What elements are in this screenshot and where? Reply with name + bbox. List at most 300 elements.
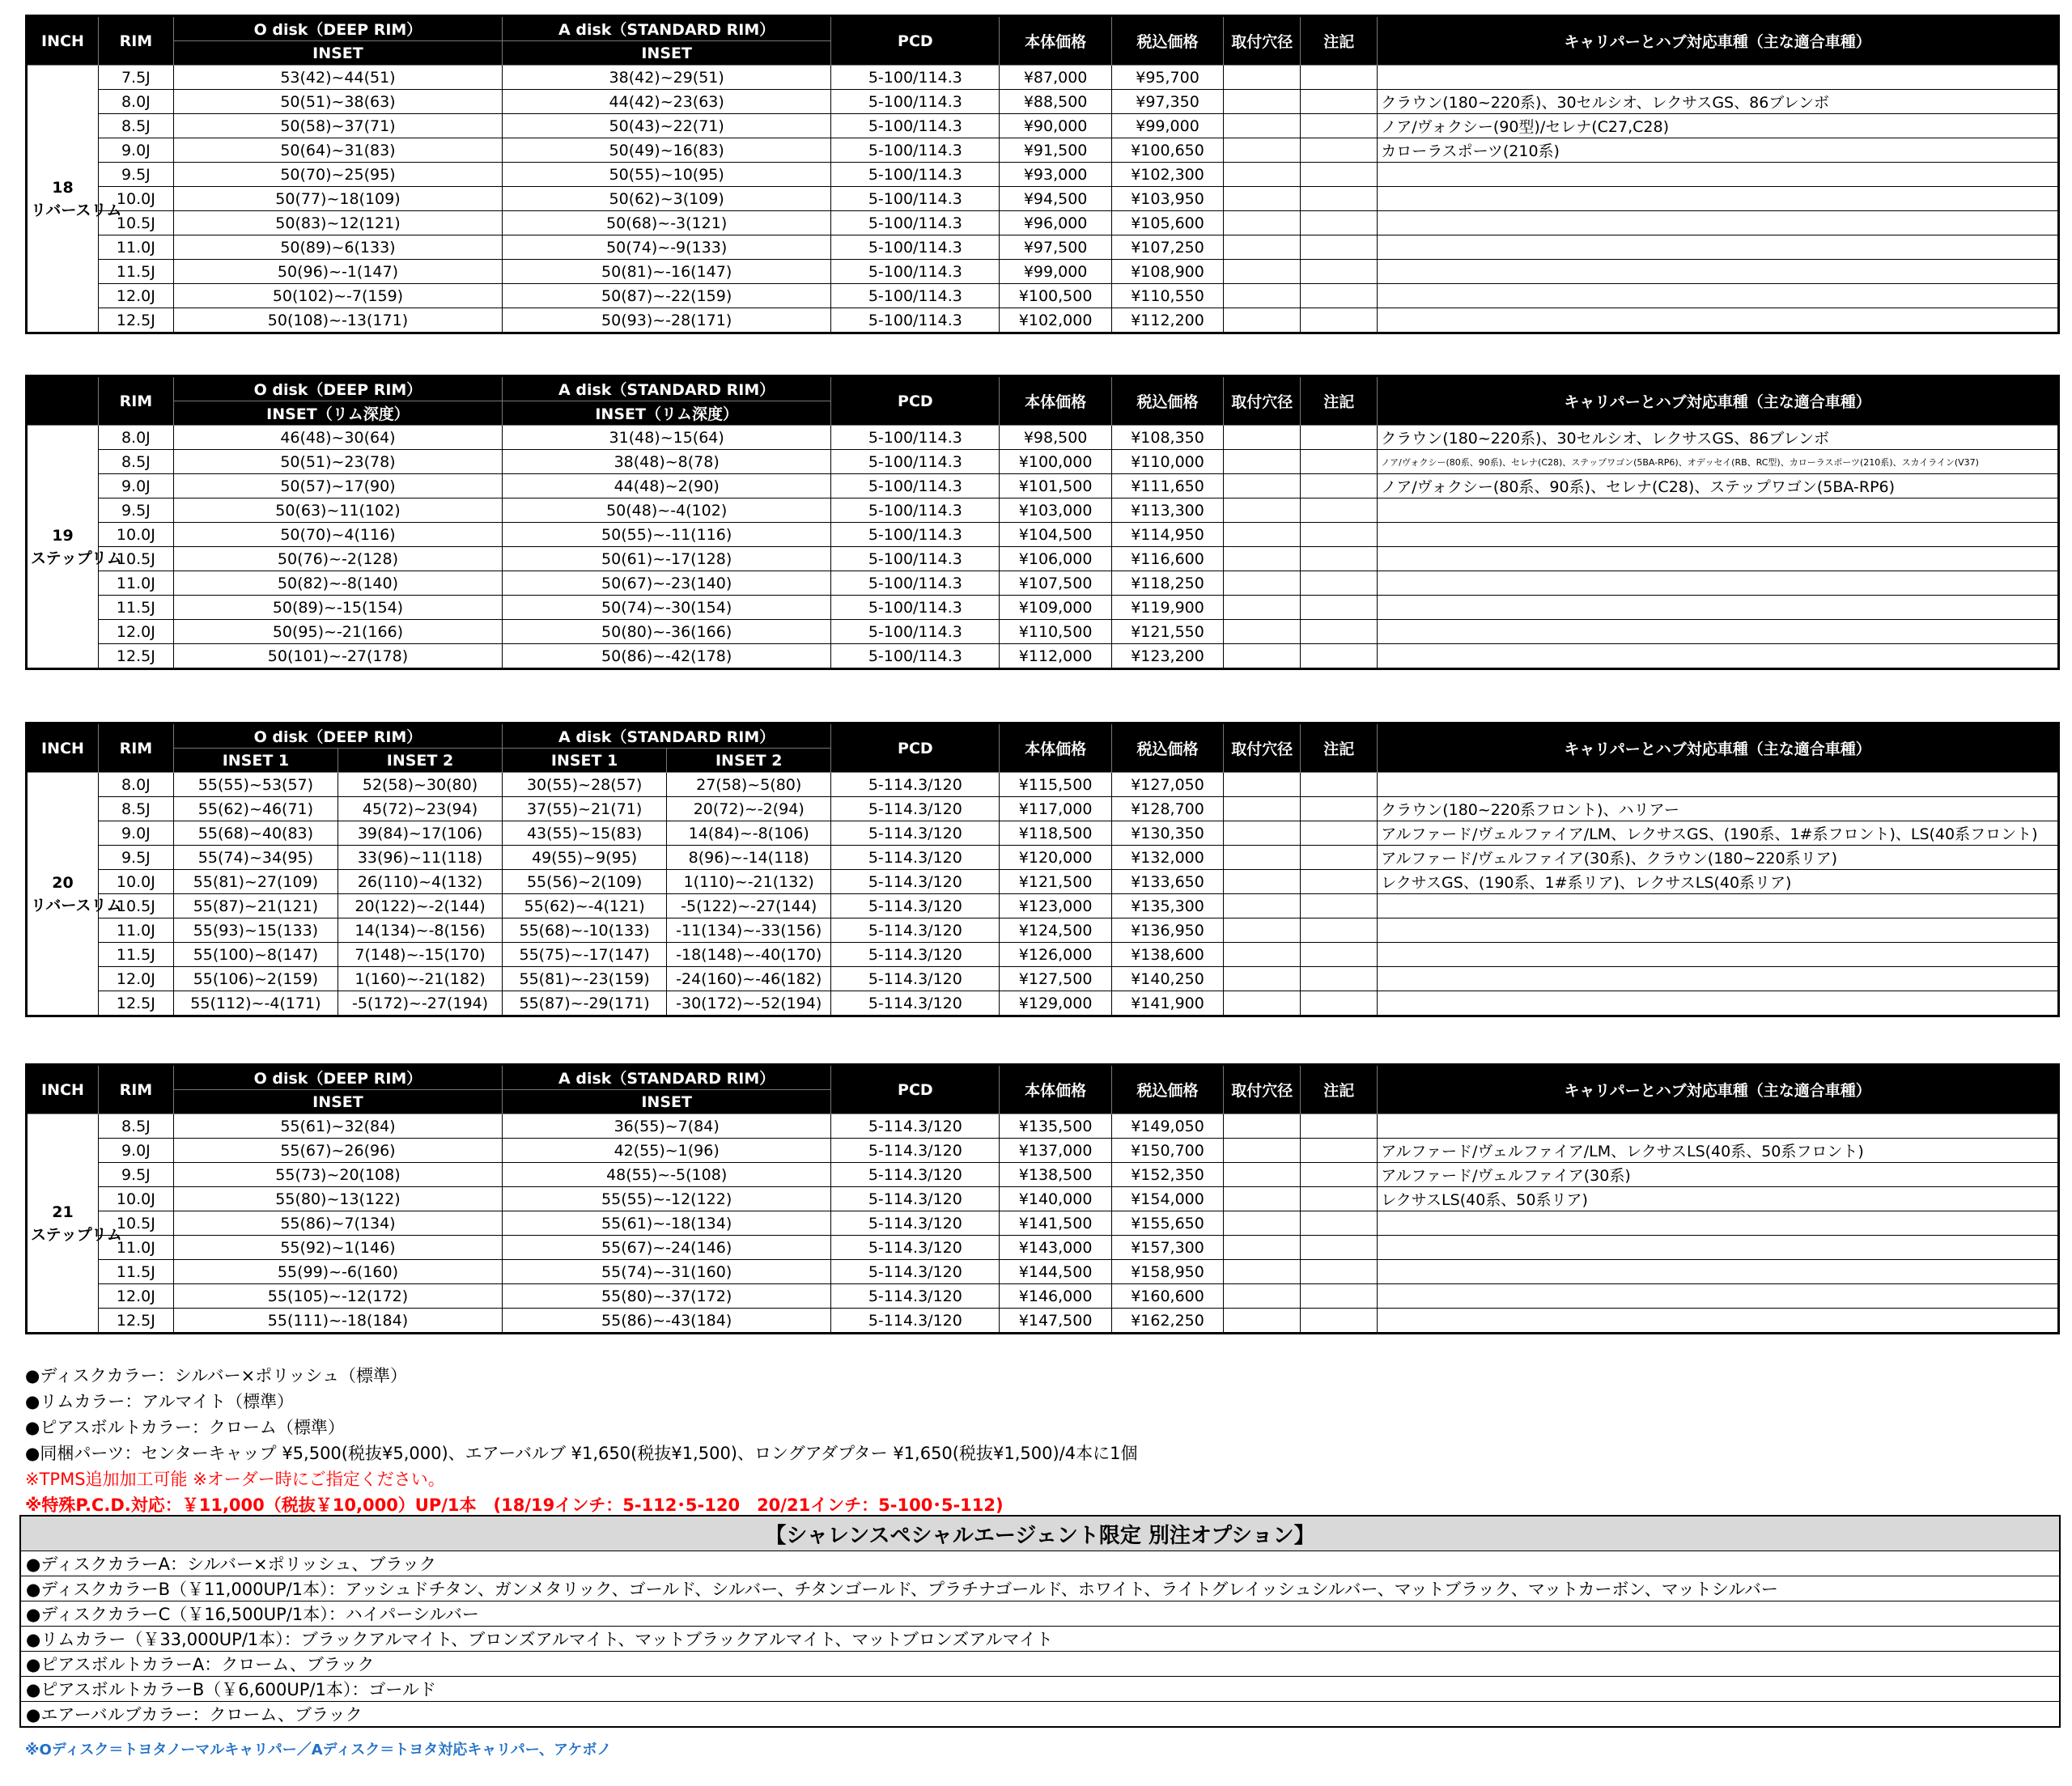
pcd: 5-100/114.3 xyxy=(831,260,1000,284)
mount-hole xyxy=(1224,870,1301,894)
header-o-inset: INSET（リム深度） xyxy=(173,401,502,426)
options-table xyxy=(19,1515,2061,1728)
o-inset: 55(99)~-6(160) xyxy=(173,1260,502,1284)
pcd: 5-114.3/120 xyxy=(831,797,1000,821)
pcd: 5-114.3/120 xyxy=(831,1211,1000,1236)
pcd: 5-100/114.3 xyxy=(831,523,1000,547)
header-a-inset1: INSET 1 xyxy=(503,749,667,773)
tax-price: ¥128,700 xyxy=(1111,797,1223,821)
a-inset: 50(55)~10(95) xyxy=(503,163,831,187)
a-inset: 50(74)~-30(154) xyxy=(503,596,831,620)
header-base-price: 本体価格 xyxy=(1000,16,1111,66)
rim-width: 10.0J xyxy=(98,1187,173,1211)
o-inset1: 55(55)~53(57) xyxy=(173,773,338,797)
table-row xyxy=(27,426,2059,450)
base-price: ¥106,000 xyxy=(1000,547,1111,571)
a-inset: 50(80)~-36(166) xyxy=(503,620,831,644)
tax-price: ¥149,050 xyxy=(1111,1114,1223,1139)
header-o-inset2: INSET 2 xyxy=(338,749,502,773)
pcd: 5-114.3/120 xyxy=(831,1187,1000,1211)
table-row xyxy=(27,1163,2059,1187)
pcd: 5-100/114.3 xyxy=(831,308,1000,333)
mount-hole xyxy=(1224,571,1301,596)
pcd: 5-100/114.3 xyxy=(831,498,1000,523)
mount-hole xyxy=(1224,474,1301,498)
compatible-cars xyxy=(1378,894,2059,918)
header-pcd: PCD xyxy=(831,376,1000,426)
a-inset2: -30(172)~-52(194) xyxy=(667,991,831,1016)
remarks xyxy=(1301,66,1378,90)
compatible-cars xyxy=(1378,308,2059,333)
compatible-cars: ノア/ヴォクシー(90型)/セレナ(C27,C28) xyxy=(1378,114,2059,138)
mount-hole xyxy=(1224,943,1301,967)
tax-price: ¥108,350 xyxy=(1111,426,1223,450)
compatible-cars xyxy=(1378,620,2059,644)
o-inset2: 33(96)~11(118) xyxy=(338,846,502,870)
tax-price: ¥103,950 xyxy=(1111,187,1223,211)
a-inset: 55(61)~-18(134) xyxy=(503,1211,831,1236)
rim-width: 11.5J xyxy=(98,1260,173,1284)
base-price: ¥140,000 xyxy=(1000,1187,1111,1211)
tax-price: ¥132,000 xyxy=(1111,846,1223,870)
header-cars: キャリパーとハブ対応車種（主な適合車種） xyxy=(1378,1065,2059,1114)
notes xyxy=(25,1363,2060,1518)
pcd: 5-100/114.3 xyxy=(831,90,1000,114)
remarks xyxy=(1301,308,1378,333)
o-inset1: 55(81)~27(109) xyxy=(173,870,338,894)
a-inset: 50(55)~-11(116) xyxy=(503,523,831,547)
compatible-cars xyxy=(1378,596,2059,620)
tax-price: ¥135,300 xyxy=(1111,894,1223,918)
tax-price: ¥150,700 xyxy=(1111,1139,1223,1163)
base-price: ¥126,000 xyxy=(1000,943,1111,967)
a-inset: 55(67)~-24(146) xyxy=(503,1236,831,1260)
base-price: ¥90,000 xyxy=(1000,114,1111,138)
compatible-cars: アルファード/ヴェルファイア/LM、レクサスGS、(190系、1#系フロント)、LS(40系フロント) xyxy=(1378,821,2059,846)
mount-hole xyxy=(1224,66,1301,90)
compatible-cars xyxy=(1378,918,2059,943)
compatible-cars: ノア/ヴォクシー(80系、90系)、セレナ(C28)、ステップワゴン(5BA-RP6)、オデッセイ(RB、RC型)、カローラスポーツ(210系)、スカイライン(V37) xyxy=(1378,450,2059,474)
mount-hole xyxy=(1224,498,1301,523)
mount-hole xyxy=(1224,1284,1301,1309)
a-inset: 50(49)~16(83) xyxy=(503,138,831,163)
rim-width: 11.0J xyxy=(98,1236,173,1260)
base-price: ¥101,500 xyxy=(1000,474,1111,498)
remarks xyxy=(1301,620,1378,644)
inch-size xyxy=(27,426,122,669)
base-price: ¥138,500 xyxy=(1000,1163,1111,1187)
o-inset: 50(95)~-21(166) xyxy=(173,620,502,644)
o-inset: 50(70)~25(95) xyxy=(173,163,502,187)
remarks xyxy=(1301,90,1378,114)
o-inset1: 55(112)~-4(171) xyxy=(173,991,338,1016)
a-inset1: 55(62)~-4(121) xyxy=(503,894,667,918)
mount-hole xyxy=(1224,187,1301,211)
a-inset1: 30(55)~28(57) xyxy=(503,773,667,797)
compatible-cars xyxy=(1378,284,2059,308)
rim-width: 12.0J xyxy=(98,284,173,308)
tax-price: ¥141,900 xyxy=(1111,991,1223,1016)
header-pcd: PCD xyxy=(831,1065,1000,1114)
base-price: ¥144,500 xyxy=(1000,1260,1111,1284)
pcd: 5-114.3/120 xyxy=(831,1163,1000,1187)
base-price: ¥120,000 xyxy=(1000,846,1111,870)
remarks xyxy=(1301,474,1378,498)
header-o-disk: O disk（DEEP RIM） xyxy=(173,723,502,749)
table-row xyxy=(27,138,2059,163)
rim-width: 10.5J xyxy=(98,1211,173,1236)
base-price: ¥104,500 xyxy=(1000,523,1111,547)
tax-price: ¥97,350 xyxy=(1111,90,1223,114)
rim-width: 8.0J xyxy=(98,773,173,797)
table-row xyxy=(27,821,2059,846)
remarks xyxy=(1301,523,1378,547)
header-tax-price: 税込価格 xyxy=(1111,376,1223,426)
base-price: ¥99,000 xyxy=(1000,260,1111,284)
compatible-cars: ノア/ヴォクシー(80系、90系)、セレナ(C28)、ステップワゴン(5BA-RP6) xyxy=(1378,474,2059,498)
remarks xyxy=(1301,1236,1378,1260)
o-inset2: 7(148)~-15(170) xyxy=(338,943,502,967)
rim-width: 8.0J xyxy=(98,90,173,114)
pcd: 5-114.3/120 xyxy=(831,991,1000,1016)
header-o-inset: INSET xyxy=(173,41,502,66)
o-inset: 50(89)~-15(154) xyxy=(173,596,502,620)
header-tax-price: 税込価格 xyxy=(1111,723,1223,773)
rim-width: 10.5J xyxy=(98,547,173,571)
o-inset2: 45(72)~23(94) xyxy=(338,797,502,821)
rim-width: 8.5J xyxy=(98,450,173,474)
mount-hole xyxy=(1224,260,1301,284)
table-row xyxy=(27,1284,2059,1309)
table-row xyxy=(27,260,2059,284)
table-row xyxy=(27,1139,2059,1163)
rim-width: 8.0J xyxy=(98,426,173,450)
pcd: 5-114.3/120 xyxy=(831,894,1000,918)
base-price: ¥100,000 xyxy=(1000,450,1111,474)
header-remarks: 注記 xyxy=(1301,1065,1378,1114)
base-price: ¥94,500 xyxy=(1000,187,1111,211)
compatible-cars xyxy=(1378,1236,2059,1260)
pcd: 5-100/114.3 xyxy=(831,138,1000,163)
o-inset: 50(96)~-1(147) xyxy=(173,260,502,284)
spec-table-19 xyxy=(25,375,2060,670)
remarks xyxy=(1301,284,1378,308)
remarks xyxy=(1301,498,1378,523)
a-inset1: 37(55)~21(71) xyxy=(503,797,667,821)
table-row xyxy=(27,918,2059,943)
a-inset: 50(74)~-9(133) xyxy=(503,235,831,260)
rim-width: 9.5J xyxy=(98,1163,173,1187)
tax-price: ¥136,950 xyxy=(1111,918,1223,943)
base-price: ¥98,500 xyxy=(1000,426,1111,450)
inch-value: 20 xyxy=(52,873,74,892)
remarks xyxy=(1301,571,1378,596)
pcd: 5-100/114.3 xyxy=(831,66,1000,90)
inch-size xyxy=(27,773,122,1016)
remarks xyxy=(1301,426,1378,450)
tax-price: ¥157,300 xyxy=(1111,1236,1223,1260)
rim-width: 10.0J xyxy=(98,870,173,894)
o-inset1: 55(100)~8(147) xyxy=(173,943,338,967)
base-price: ¥147,500 xyxy=(1000,1309,1111,1334)
compatible-cars xyxy=(1378,1260,2059,1284)
compatible-cars xyxy=(1378,1211,2059,1236)
rim-width: 9.0J xyxy=(98,821,173,846)
header-a-inset: INSET（リム深度） xyxy=(503,401,831,426)
a-inset2: -18(148)~-40(170) xyxy=(667,943,831,967)
mount-hole xyxy=(1224,797,1301,821)
base-price: ¥123,000 xyxy=(1000,894,1111,918)
o-inset: 55(61)~32(84) xyxy=(173,1114,502,1139)
table-row xyxy=(27,943,2059,967)
note-rim-color: ●リムカラー：アルマイト（標準） xyxy=(25,1392,295,1411)
remarks xyxy=(1301,1187,1378,1211)
inch-size xyxy=(27,1114,122,1334)
pcd: 5-100/114.3 xyxy=(831,474,1000,498)
compatible-cars xyxy=(1378,498,2059,523)
header-rim: RIM xyxy=(98,16,173,66)
table-row xyxy=(27,211,2059,235)
table-row xyxy=(27,596,2059,620)
pcd: 5-100/114.3 xyxy=(831,426,1000,450)
o-inset1: 55(74)~34(95) xyxy=(173,846,338,870)
rim-width: 10.0J xyxy=(98,187,173,211)
remarks xyxy=(1301,821,1378,846)
compatible-cars xyxy=(1378,1284,2059,1309)
remarks xyxy=(1301,1284,1378,1309)
a-inset: 48(55)~-5(108) xyxy=(503,1163,831,1187)
compatible-cars xyxy=(1378,235,2059,260)
rim-type: リバースリム xyxy=(31,896,122,914)
rim-width: 11.0J xyxy=(98,571,173,596)
a-inset: 50(61)~-17(128) xyxy=(503,547,831,571)
mount-hole xyxy=(1224,90,1301,114)
base-price: ¥103,000 xyxy=(1000,498,1111,523)
base-price: ¥91,500 xyxy=(1000,138,1111,163)
a-inset: 55(86)~-43(184) xyxy=(503,1309,831,1334)
o-inset1: 55(62)~46(71) xyxy=(173,797,338,821)
a-inset: 31(48)~15(64) xyxy=(503,426,831,450)
compatible-cars: レクサスGS、(190系、1#系リア)、レクサスLS(40系リア) xyxy=(1378,870,2059,894)
header-o-inset1: INSET 1 xyxy=(173,749,338,773)
tax-price: ¥133,650 xyxy=(1111,870,1223,894)
o-inset2: 14(134)~-8(156) xyxy=(338,918,502,943)
spec-table-18 xyxy=(25,15,2060,334)
tax-price: ¥116,600 xyxy=(1111,547,1223,571)
inch-value: 18 xyxy=(52,178,74,197)
header-o-inset: INSET xyxy=(173,1090,502,1114)
table-row xyxy=(27,450,2059,474)
mount-hole xyxy=(1224,1260,1301,1284)
compatible-cars: クラウン(180~220系フロント)、ハリアー xyxy=(1378,797,2059,821)
base-price: ¥129,000 xyxy=(1000,991,1111,1016)
base-price: ¥88,500 xyxy=(1000,90,1111,114)
inch-size xyxy=(27,66,122,333)
compatible-cars: アルファード/ヴェルファイア/LM、レクサスLS(40系、50系フロント) xyxy=(1378,1139,2059,1163)
inch-value: 21 xyxy=(52,1203,74,1221)
mount-hole xyxy=(1224,450,1301,474)
table-row xyxy=(27,163,2059,187)
header-inch: INCH xyxy=(27,723,99,773)
a-inset: 38(42)~29(51) xyxy=(503,66,831,90)
base-price: ¥87,000 xyxy=(1000,66,1111,90)
rim-width: 12.5J xyxy=(98,644,173,669)
mount-hole xyxy=(1224,308,1301,333)
pcd: 5-100/114.3 xyxy=(831,547,1000,571)
table-row xyxy=(27,991,2059,1016)
compatible-cars: カローラスポーツ(210系) xyxy=(1378,138,2059,163)
a-inset1: 49(55)~9(95) xyxy=(503,846,667,870)
o-inset2: 26(110)~4(132) xyxy=(338,870,502,894)
a-inset2: -5(122)~-27(144) xyxy=(667,894,831,918)
remarks xyxy=(1301,163,1378,187)
header-a-inset: INSET xyxy=(503,1090,831,1114)
a-inset: 50(62)~3(109) xyxy=(503,187,831,211)
table-row xyxy=(27,308,2059,333)
o-inset: 50(51)~23(78) xyxy=(173,450,502,474)
header-cars: キャリパーとハブ対応車種（主な適合車種） xyxy=(1378,376,2059,426)
mount-hole xyxy=(1224,596,1301,620)
table-row xyxy=(27,571,2059,596)
base-price: ¥110,500 xyxy=(1000,620,1111,644)
compatible-cars: アルファード/ヴェルファイア(30系) xyxy=(1378,1163,2059,1187)
mount-hole xyxy=(1224,1309,1301,1334)
rim-width: 11.5J xyxy=(98,943,173,967)
remarks xyxy=(1301,260,1378,284)
mount-hole xyxy=(1224,1114,1301,1139)
compatible-cars xyxy=(1378,1309,2059,1334)
option-item: ●リムカラー（￥33,000UP/1本）：ブラックアルマイト、ブロンズアルマイト、マットブラックアルマイト、マットブロンズアルマイト xyxy=(20,1627,2060,1652)
o-inset2: -5(172)~-27(194) xyxy=(338,991,502,1016)
options-title: 【シャレンスペシャルエージェント限定 別注オプション】 xyxy=(20,1516,2060,1551)
compatible-cars xyxy=(1378,967,2059,991)
table-row xyxy=(27,547,2059,571)
remarks xyxy=(1301,1114,1378,1139)
mount-hole xyxy=(1224,523,1301,547)
footer-note: ※Oディスク＝トヨタノーマルキャリパー／Aディスク＝トヨタ対応キャリパー、アケボノ xyxy=(25,1741,612,1758)
a-inset2: -24(160)~-46(182) xyxy=(667,967,831,991)
base-price: ¥115,500 xyxy=(1000,773,1111,797)
compatible-cars xyxy=(1378,66,2059,90)
tax-price: ¥138,600 xyxy=(1111,943,1223,967)
base-price: ¥112,000 xyxy=(1000,644,1111,669)
remarks xyxy=(1301,547,1378,571)
header-pcd: PCD xyxy=(831,723,1000,773)
a-inset: 50(48)~-4(102) xyxy=(503,498,831,523)
table-row xyxy=(27,797,2059,821)
o-inset: 50(64)~31(83) xyxy=(173,138,502,163)
pcd: 5-100/114.3 xyxy=(831,187,1000,211)
base-price: ¥102,000 xyxy=(1000,308,1111,333)
mount-hole xyxy=(1224,620,1301,644)
mount-hole xyxy=(1224,1236,1301,1260)
o-inset: 50(57)~17(90) xyxy=(173,474,502,498)
rim-width: 8.5J xyxy=(98,797,173,821)
header-a-disk: A disk（STANDARD RIM） xyxy=(503,723,831,749)
a-inset1: 55(87)~-29(171) xyxy=(503,991,667,1016)
a-inset1: 55(56)~2(109) xyxy=(503,870,667,894)
rim-type: ステップリム xyxy=(31,549,122,567)
a-inset: 55(74)~-31(160) xyxy=(503,1260,831,1284)
remarks xyxy=(1301,967,1378,991)
header-a-disk: A disk（STANDARD RIM） xyxy=(503,16,831,41)
o-inset: 50(51)~38(63) xyxy=(173,90,502,114)
o-inset1: 55(87)~21(121) xyxy=(173,894,338,918)
pcd: 5-100/114.3 xyxy=(831,211,1000,235)
a-inset2: 8(96)~-14(118) xyxy=(667,846,831,870)
compatible-cars xyxy=(1378,773,2059,797)
pcd: 5-114.3/120 xyxy=(831,1114,1000,1139)
tax-price: ¥121,550 xyxy=(1111,620,1223,644)
option-item: ●ディスクカラーB（￥11,000UP/1本）：アッシュドチタン、ガンメタリック、ゴールド、シルバー、チタンゴールド、プラチナゴールド、ホワイト、ライトグレイッシュシルバー、マットブラック、マットカーボン、マットシルバー xyxy=(20,1576,2060,1601)
base-price: ¥141,500 xyxy=(1000,1211,1111,1236)
option-item: ●ディスクカラーC（￥16,500UP/1本）：ハイパーシルバー xyxy=(20,1601,2060,1627)
remarks xyxy=(1301,114,1378,138)
header-o-disk: O disk（DEEP RIM） xyxy=(173,1065,502,1090)
a-inset: 44(48)~2(90) xyxy=(503,474,831,498)
rim-width: 12.0J xyxy=(98,620,173,644)
pcd: 5-114.3/120 xyxy=(831,870,1000,894)
table-row xyxy=(27,1187,2059,1211)
compatible-cars xyxy=(1378,187,2059,211)
tax-price: ¥110,000 xyxy=(1111,450,1223,474)
tax-price: ¥154,000 xyxy=(1111,1187,1223,1211)
base-price: ¥146,000 xyxy=(1000,1284,1111,1309)
rim-width: 10.5J xyxy=(98,894,173,918)
pcd: 5-114.3/120 xyxy=(831,773,1000,797)
base-price: ¥127,500 xyxy=(1000,967,1111,991)
header-tax-price: 税込価格 xyxy=(1111,16,1223,66)
mount-hole xyxy=(1224,211,1301,235)
base-price: ¥143,000 xyxy=(1000,1236,1111,1260)
o-inset2: 52(58)~30(80) xyxy=(338,773,502,797)
remarks xyxy=(1301,1139,1378,1163)
tax-price: ¥113,300 xyxy=(1111,498,1223,523)
tax-price: ¥100,650 xyxy=(1111,138,1223,163)
tax-price: ¥99,000 xyxy=(1111,114,1223,138)
o-inset: 55(86)~7(134) xyxy=(173,1211,502,1236)
spec-table-21 xyxy=(25,1063,2060,1334)
compatible-cars: クラウン(180~220系)、30セルシオ、レクサスGS、86ブレンボ xyxy=(1378,90,2059,114)
rim-width: 10.5J xyxy=(98,211,173,235)
header-rim: RIM xyxy=(98,723,173,773)
o-inset: 55(73)~20(108) xyxy=(173,1163,502,1187)
compatible-cars: レクサスLS(40系、50系リア) xyxy=(1378,1187,2059,1211)
pcd: 5-114.3/120 xyxy=(831,1284,1000,1309)
base-price: ¥117,000 xyxy=(1000,797,1111,821)
tax-price: ¥152,350 xyxy=(1111,1163,1223,1187)
remarks xyxy=(1301,644,1378,669)
header-cars: キャリパーとハブ対応車種（主な適合車種） xyxy=(1378,723,2059,773)
rim-width: 8.5J xyxy=(98,1114,173,1139)
spec-table-20 xyxy=(25,722,2060,1017)
pcd: 5-100/114.3 xyxy=(831,284,1000,308)
remarks xyxy=(1301,943,1378,967)
o-inset2: 39(84)~17(106) xyxy=(338,821,502,846)
a-inset1: 43(55)~15(83) xyxy=(503,821,667,846)
header-pcd: PCD xyxy=(831,16,1000,66)
header-a-disk: A disk（STANDARD RIM） xyxy=(503,376,831,401)
table-row xyxy=(27,620,2059,644)
header-remarks: 注記 xyxy=(1301,723,1378,773)
header-inch xyxy=(27,376,99,426)
remarks xyxy=(1301,797,1378,821)
rim-width: 11.5J xyxy=(98,260,173,284)
remarks xyxy=(1301,450,1378,474)
o-inset1: 55(93)~15(133) xyxy=(173,918,338,943)
rim-width: 10.0J xyxy=(98,523,173,547)
a-inset1: 55(81)~-23(159) xyxy=(503,967,667,991)
